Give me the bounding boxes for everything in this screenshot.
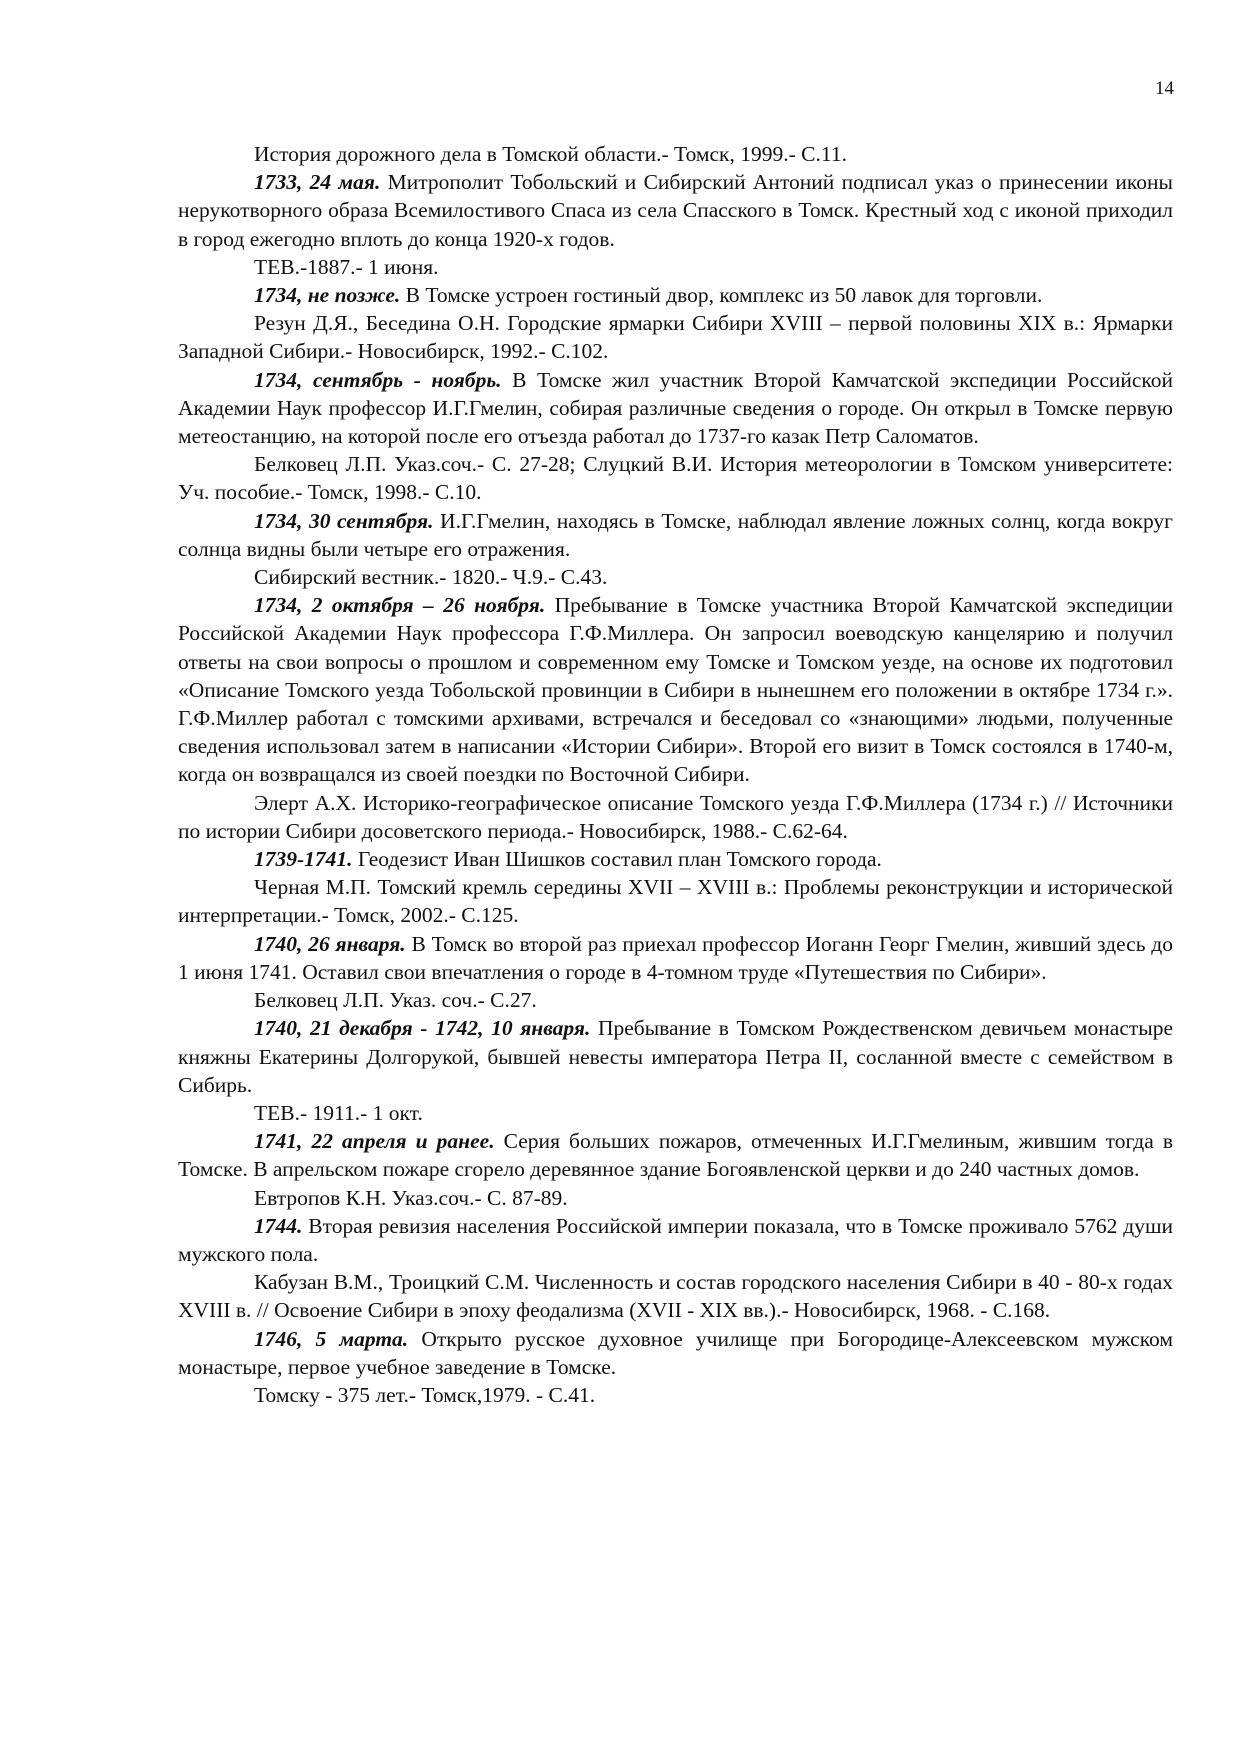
chronicle-entry: 1740, 26 января. В Томск во второй раз приехал профессор Иоганн Георг Гмелин, живший здесь до 1 июня 1741. Оставил свои впечатления о городе в 4-томном труде «Путешествия по Сибири». bbox=[178, 931, 1173, 984]
reference-paragraph: Сибирский вестник.- 1820.- Ч.9.- С.43. bbox=[254, 565, 608, 590]
entry-date: 1734, 30 сентября. bbox=[254, 508, 434, 533]
chronicle-entry: 1734, сентябрь - ноябрь. В Томске жил участник Второй Камчатской экспедиции Российской Академии Наук профессор И.Г.Гмелин, собирая различные сведения о городе. Он открыл в Томске первую метеостанцию, на которой после его отъезда работал до 1737-го казак Петр Саломатов. bbox=[178, 367, 1173, 449]
chronicle-entry: 1746, 5 марта. Открыто русское духовное училище при Богородице-Алексеевском мужском монастыре, первое учебное заведение в Томске. bbox=[178, 1326, 1173, 1379]
reference-paragraph: Резун Д.Я., Беседина О.Н. Городские ярмарки Сибири XVIII – первой половины XIX в.: Ярмарки Западной Сибири.- Новосибирск, 1992.- С.102. bbox=[178, 311, 1173, 364]
entry-date: 1740, 21 декабря - 1742, 10 января. bbox=[254, 1016, 591, 1041]
chronicle-entry: 1744. Вторая ревизия населения Российской империи показала, что в Томске проживало 5762 души мужского пола. bbox=[178, 1213, 1173, 1266]
entry-date: 1739-1741. bbox=[254, 847, 353, 872]
reference-paragraph: ТЕВ.-1887.- 1 июня. bbox=[254, 254, 439, 279]
chronicle-entry: 1734, 30 сентября. И.Г.Гмелин, находясь в Томске, наблюдал явление ложных солнц, когда вокруг солнца видны были четыре его отражения. bbox=[178, 508, 1173, 561]
page-number: 14 bbox=[1155, 78, 1174, 99]
chronicle-entry: 1741, 22 апреля и ранее. Серия больших пожаров, отмеченных И.Г.Гмелиным, жившим тогда в Томске. В апрельском пожаре сгорело деревянное здание Богоявленской церкви и до 240 частных домов. bbox=[178, 1129, 1173, 1182]
entry-date: 1741, 22 апреля и ранее. bbox=[254, 1129, 495, 1154]
entry-date: 1740, 26 января. bbox=[254, 931, 406, 956]
entry-date: 1733, 24 мая. bbox=[254, 170, 381, 195]
reference-paragraph: ТЕВ.- 1911.- 1 окт. bbox=[254, 1100, 423, 1125]
reference-paragraph: История дорожного дела в Томской области.- Томск, 1999.- С.11. bbox=[254, 142, 847, 166]
entry-date: 1734, 2 октября – 26 ноября. bbox=[254, 593, 546, 618]
entry-date: 1734, не позже. bbox=[254, 283, 401, 308]
chronicle-entry: 1739-1741. Геодезист Иван Шишков составил план Томского города. bbox=[254, 847, 882, 872]
reference-paragraph: Белковец Л.П. Указ.соч.- С. 27-28; Слуцкий В.И. История метеорологии в Томском университете: Уч. пособие.- Томск, 1998.- С.10. bbox=[178, 452, 1173, 505]
reference-paragraph: Белковец Л.П. Указ. соч.- С.27. bbox=[254, 988, 537, 1013]
chronicle-entry: 1740, 21 декабря - 1742, 10 января. Пребывание в Томском Рождественском девичьем монастыре княжны Екатерины Долгорукой, бывшей невесты императора Петра II, сосланной вместе с семейством в Сибирь. bbox=[178, 1016, 1173, 1097]
reference-paragraph: Элерт А.Х. Историко-географическое описание Томского уезда Г.Ф.Миллера (1734 г.) // Источники по истории Сибири досоветского периода.- Новосибирск, 1988.- С.62-64. bbox=[178, 790, 1173, 843]
entry-date: 1746, 5 марта. bbox=[254, 1326, 409, 1351]
document-body bbox=[178, 140, 1173, 1409]
entry-date: 1744. bbox=[254, 1213, 303, 1238]
entry-date: 1734, сентябрь - ноябрь. bbox=[254, 367, 502, 392]
reference-paragraph: Томску - 375 лет.- Томск,1979. - С.41. bbox=[254, 1382, 596, 1407]
chronicle-entry: 1734, не позже. В Томске устроен гостиный двор, комплекс из 50 лавок для торговли. bbox=[254, 283, 1043, 308]
reference-paragraph: Кабузан В.М., Троицкий С.М. Численность и состав городского населения Сибири в 40 - 80-х годах XVIII в. // Освоение Сибири в эпоху феодализма (XVII - XIX вв.).- Новосибирск, 1968. - С.168. bbox=[178, 1270, 1173, 1323]
reference-paragraph: Евтропов К.Н. Указ.соч.- С. 87-89. bbox=[254, 1185, 568, 1210]
reference-paragraph: Черная М.П. Томский кремль середины XVII – XVIII в.: Проблемы реконструкции и исторической интерпретации.- Томск, 2002.- С.125. bbox=[178, 875, 1173, 928]
chronicle-entry: 1733, 24 мая. Митрополит Тобольский и Сибирский Антоний подписал указ о принесении иконы нерукотворного образа Всемилостивого Спаса из села Спасского в Томск. Крестный ход с иконой приходил в город ежегодно вплоть до конца 1920-х годов. bbox=[178, 170, 1173, 251]
chronicle-entry: 1734, 2 октября – 26 ноября. Пребывание в Томске участника Второй Камчатской экспедиции Российской Академии Наук профессора Г.Ф.Миллера. Он запросил воеводскую канцелярию и получил ответы на свои вопросы о прошлом и современном ему Томске и Томском уезде, на основе их подготовил «Описание Томского уезда Тобольской провинции в Сибири в нынешнем его положении в октябре 1734 г.». Г.Ф.Миллер работал с томскими архивами, встречался и беседовал со «знающими» людьми, полученные сведения использовал затем в написании «Истории Сибири». Второй его визит в Томск состоялся в 1740-м, когда он возвращался из своей поездки по Восточной Сибири. bbox=[178, 593, 1173, 787]
